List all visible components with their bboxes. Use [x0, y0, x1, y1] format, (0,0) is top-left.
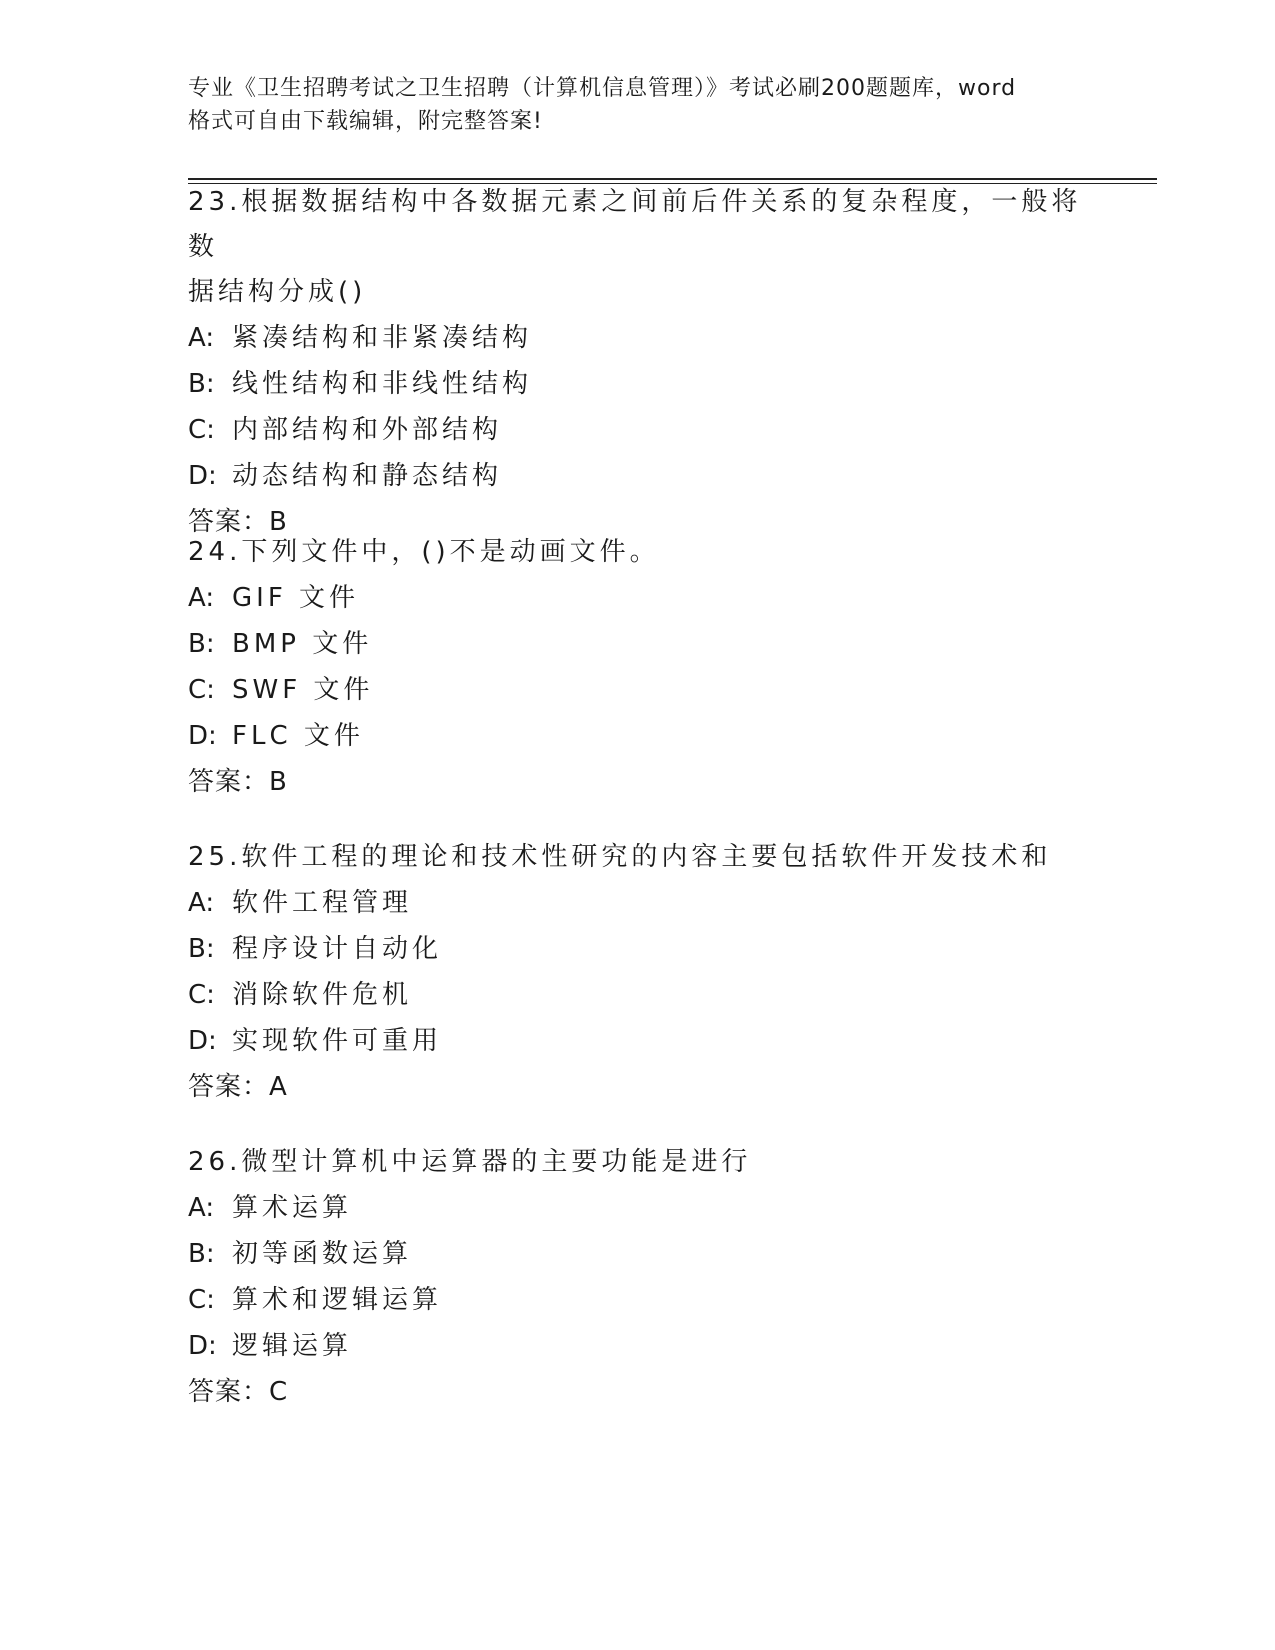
option-letter: C: [188, 415, 215, 445]
answer-value: B [269, 507, 287, 537]
option-text: FLC 文件 [232, 721, 364, 751]
option-c [188, 1277, 1088, 1323]
answer-label: 答案： [188, 507, 270, 537]
option-b [188, 621, 1088, 667]
option-text: GIF 文件 [232, 583, 360, 613]
option-a [188, 575, 1088, 621]
option-c [188, 667, 1088, 713]
answer-line [188, 759, 1088, 805]
option-d [188, 1323, 1088, 1369]
option-text: 初等函数运算 [232, 1239, 413, 1269]
option-text: 紧凑结构和非紧凑结构 [232, 323, 533, 353]
answer-value: A [269, 1072, 287, 1102]
answer-value: B [269, 767, 287, 797]
option-b [188, 361, 1088, 407]
option-text: 程序设计自动化 [232, 934, 443, 964]
option-letter: B: [188, 629, 215, 659]
question-stem-line-1: 24.下列文件中，()不是动画文件。 [188, 537, 660, 567]
option-text: 实现软件可重用 [232, 1026, 443, 1056]
option-letter: A: [188, 583, 215, 613]
question-stem-line-1: 23.根据数据结构中各数据元素之间前后件关系的复杂程度，一般将数 [188, 187, 1082, 262]
answer-value: C [269, 1377, 288, 1407]
answer-line [188, 1369, 1088, 1415]
option-letter: A: [188, 323, 215, 353]
option-a [188, 315, 1088, 361]
question-stem-line-2: 据结构分成() [188, 277, 367, 307]
document-header [188, 72, 1088, 138]
question-stem-line-1: 26.微型计算机中运算器的主要功能是进行 [188, 1147, 752, 1177]
question-stem-line-1: 25.软件工程的理论和技术性研究的内容主要包括软件开发技术和 [188, 842, 1052, 872]
answer-label: 答案： [188, 1072, 270, 1102]
option-d [188, 1018, 1088, 1064]
question-25 [188, 835, 1088, 1110]
option-text: BMP 文件 [232, 629, 373, 659]
option-text: 软件工程管理 [232, 888, 413, 918]
option-letter: C: [188, 675, 215, 705]
option-d [188, 713, 1088, 759]
option-letter: C: [188, 1285, 215, 1315]
option-b [188, 1231, 1088, 1277]
answer-line [188, 1064, 1088, 1110]
option-text: 逻辑运算 [232, 1331, 353, 1361]
option-a [188, 880, 1088, 926]
option-text: 算术运算 [232, 1193, 353, 1223]
option-b [188, 926, 1088, 972]
option-d [188, 453, 1088, 499]
option-text: SWF 文件 [232, 675, 374, 705]
option-a [188, 1185, 1088, 1231]
answer-label: 答案： [188, 767, 270, 797]
question-26 [188, 1140, 1088, 1415]
option-letter: A: [188, 888, 215, 918]
option-letter: D: [188, 721, 217, 751]
option-c [188, 407, 1088, 453]
option-letter: B: [188, 934, 215, 964]
option-letter: D: [188, 1026, 217, 1056]
option-letter: D: [188, 461, 217, 491]
option-text: 算术和逻辑运算 [232, 1285, 443, 1315]
option-letter: D: [188, 1331, 217, 1361]
option-text: 消除软件危机 [232, 980, 413, 1010]
option-text: 内部结构和外部结构 [232, 415, 503, 445]
option-letter: B: [188, 1239, 215, 1269]
option-letter: A: [188, 1193, 215, 1223]
header-line-2: 格式可自由下载编辑，附完整答案! [188, 109, 543, 134]
question-24 [188, 530, 1088, 805]
option-text: 动态结构和静态结构 [232, 461, 503, 491]
question-23 [188, 180, 1088, 545]
option-text: 线性结构和非线性结构 [232, 369, 533, 399]
option-letter: B: [188, 369, 215, 399]
option-c [188, 972, 1088, 1018]
option-letter: C: [188, 980, 215, 1010]
header-line-1: 专业《卫生招聘考试之卫生招聘（计算机信息管理）》考试必刷200题题库，word [188, 76, 1017, 101]
answer-label: 答案： [188, 1377, 270, 1407]
